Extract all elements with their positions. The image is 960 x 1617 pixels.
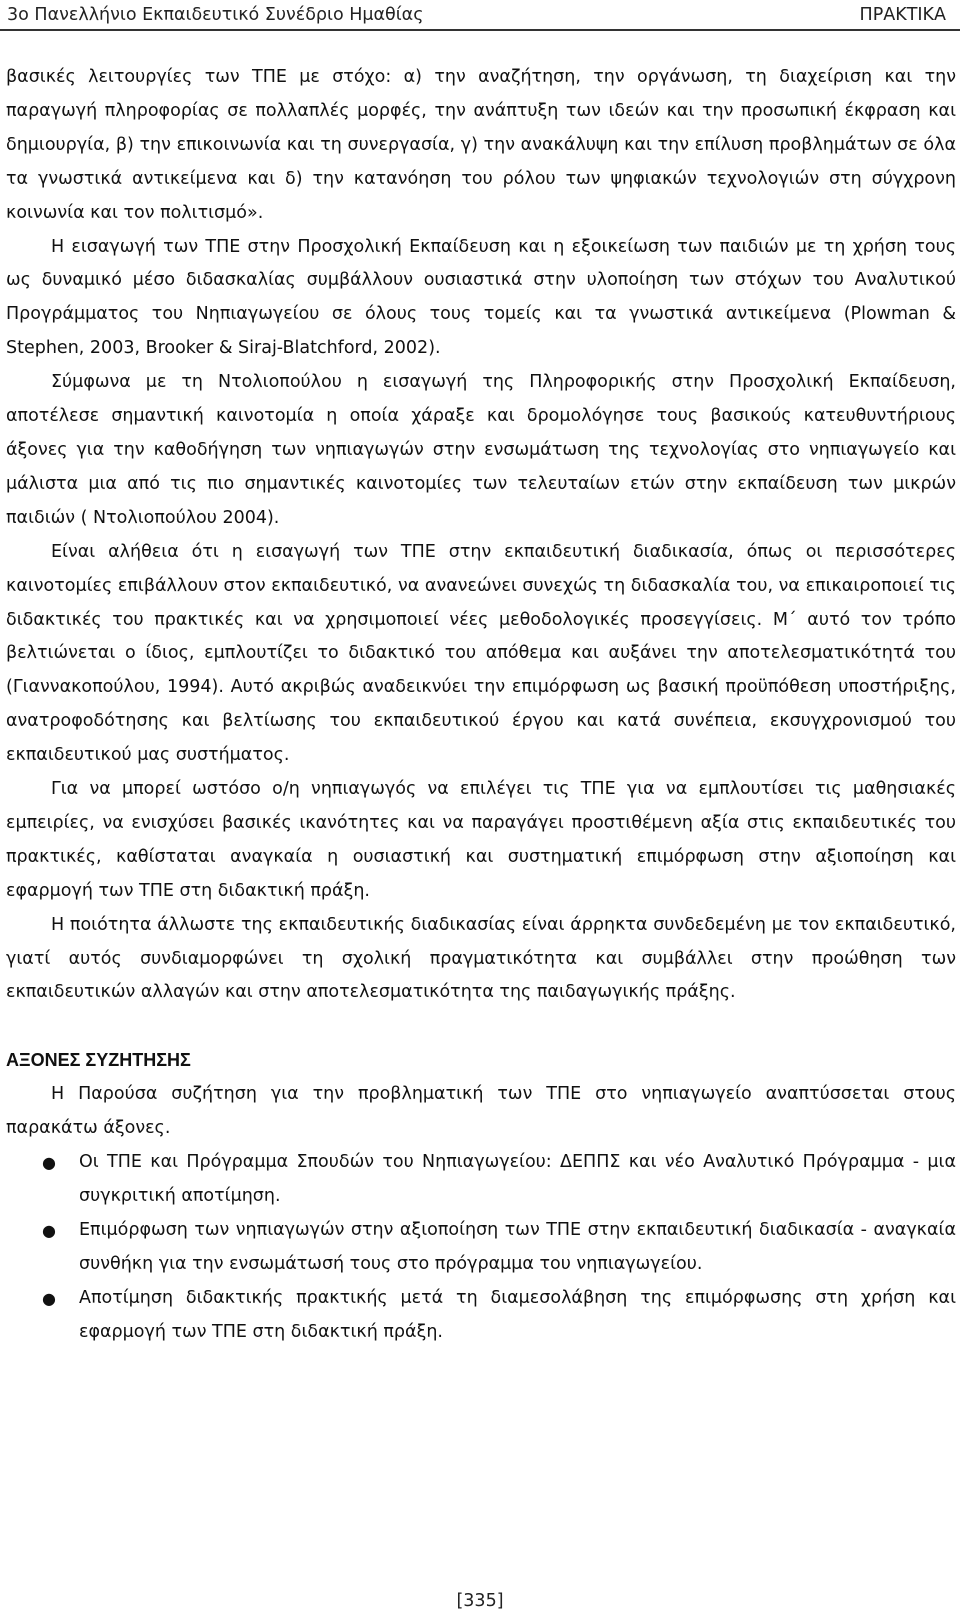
list-item (6, 1146, 956, 1214)
bullet-icon: ● (42, 1288, 56, 1308)
bullet-icon: ● (42, 1220, 56, 1240)
paragraph: Η εισαγωγή των ΤΠΕ στην Προσχολική Εκπαίδευση και η εξοικείωση των παιδιών με τη χρήση τους ως δυναμικό μέσο διδασκαλίας συμβάλλουν ουσιαστικά στην υλοποίηση των στόχων του Αναλυτικού Προγράμματος του Νηπιαγωγείου σε όλους τους τομείς και τα γνωστικά αντικείμενα (Plowman & Stephen, 2003, Brooker & Siraj-Blatchford, 2002). (6, 236, 956, 359)
document-body (6, 61, 956, 1350)
header-section-label: ΠΡΑΚΤΙΚΑ (859, 5, 946, 25)
list-item-text: Οι ΤΠΕ και Πρόγραμμα Σπουδών του Νηπιαγωγείου: ΔΕΠΠΣ και νέο Αναλυτικό Πρόγραμμα - μια συγκριτική αποτίμηση. (79, 1152, 956, 1206)
list-item-text: Επιμόρφωση των νηπιαγωγών στην αξιοποίηση των ΤΠΕ στην εκπαιδευτική διαδικασία - αναγκαία συνθήκη για την ενσωμάτωσή τους στο πρόγραμμα του νηπιαγωγείου. (79, 1219, 956, 1274)
paragraph: Για να μπορεί ωστόσο ο/η νηπιαγωγός να επιλέγει τις ΤΠΕ για να εμπλουτίσει τις μαθησιακές εμπειρίες, να ενισχύσει βασικές ικανότητες και να παραγάγει προστιθέμενη αξία στις εκπαιδευτικές του πρακτικές, καθίσταται αναγκαία η ουσιαστική και συστηματική επιμόρφωση στην αξιοποίηση και εφαρμογή των ΤΠΕ στη διδακτική πράξη. (6, 779, 956, 901)
section-intro: Η Παρούσα συζήτηση για την προβληματική των ΤΠΕ στο νηπιαγωγείο αναπτύσσεται στους παρακάτω άξονες. (6, 1084, 956, 1139)
page-number: [335] (456, 1591, 504, 1611)
paragraph: Η ποιότητα άλλωστε της εκπαιδευτικής διαδικασίας είναι άρρηκτα συνδεδεμένη με τον εκπαιδευτικό, γιατί αυτός συνδιαμορφώνει τη σχολική πραγματικότητα και συμβάλλει στην προώθηση των εκπαιδευτικών αλλαγών και στην αποτελεσματικότητα της παιδαγωγικής πράξης. (6, 914, 956, 1003)
bullet-icon: ● (42, 1153, 56, 1173)
conference-title: 3ο Πανελλήνιο Εκπαιδευτικό Συνέδριο Ημαθίας (7, 5, 424, 25)
paragraph-continued: βασικές λειτουργίες των ΤΠΕ με στόχο: α) την αναζήτηση, την οργάνωση, τη διαχείριση και την παραγωγή πληροφορίας σε πολλαπλές μορφές, την ανάπτυξη των ιδεών και την προσωπική έκφραση και δημιουργία, β) την επικοινωνία και τη συνεργασία, γ) την ανακάλυψη και την επίλυση προβλημάτων σε όλα τα γνωστικά αντικείμενα και δ) την κατανόηση του ρόλου των ψηφιακών τεχνολογιών στη σύγχρονη κοινωνία και τον πολιτισμό». (6, 67, 956, 223)
page-header (0, 0, 960, 30)
section-heading: ΑΞΟΝΕΣ ΣΥΖΗΤΗΣΗΣ (6, 1050, 191, 1071)
list-item (6, 1214, 956, 1282)
header-divider (0, 29, 960, 31)
discussion-axes-list (6, 1146, 956, 1349)
list-item-text: Αποτίμηση διδακτικής πρακτικής μετά τη διαμεσολάβηση της επιμόρφωσης στη χρήση και εφαρμογή των ΤΠΕ στη διδακτική πράξη. (79, 1287, 956, 1342)
paragraph: Σύμφωνα με τη Ντολιοπούλου η εισαγωγή της Πληροφορικής στην Προσχολική Εκπαίδευση, αποτέλεσε σημαντική καινοτομία η οποία χάραξε και δρομολόγησε τους βασικούς κατευθυντήριους άξονες για την καθοδήγηση των νηπιαγωγών στην ενσωμάτωση της τεχνολογίας στο νηπιαγωγείο και μάλιστα μια από τις πιο σημαντικές καινοτομίες των τελευταίων ετών στην εκπαίδευση των μικρών παιδιών ( Ντολιοπούλου 2004). (6, 372, 956, 528)
paragraph: Είναι αλήθεια ότι η εισαγωγή των ΤΠΕ στην εκπαιδευτική διαδικασία, όπως οι περισσότερες καινοτομίες επιβάλλουν στον εκπαιδευτικό, να ανανεώνει συνεχώς τη διδασκαλία του, να επικαιροποιεί τις διδακτικές του πρακτικές και να χρησιμοποιεί νέες μεθοδολογικές προσεγγίσεις. Μ΄ αυτό τον τρόπο βελτιώνεται ο ίδιος, εμπλουτίζει το διδακτικό του απόθεμα και αυξάνει την αποτελεσματικότητά του (Γιαννακοπούλου, 1994). Αυτό ακριβώς αναδεικνύει την επιμόρφωση ως βασική προϋπόθεση υποστήριξης, ανατροφοδότησης και βελτίωσης του εκπαιδευτικού έργου και κατά συνέπεια, εκσυγχρονισμού του εκπαιδευτικού μας συστήματος. (6, 541, 956, 766)
list-item (6, 1282, 956, 1350)
